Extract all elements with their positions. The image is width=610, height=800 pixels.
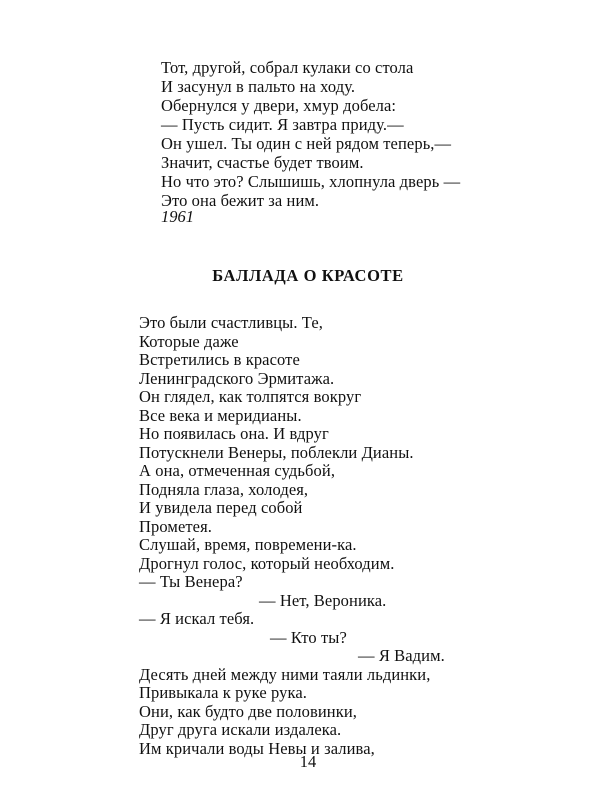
poem2-line-10: Подняла глаза, холодея, bbox=[139, 479, 309, 499]
poem2-line-6: Все века и меридианы. bbox=[139, 405, 302, 425]
poem1-line-7: Но что это? Слышишь, хлопнула дверь — bbox=[161, 172, 461, 191]
poem2-line-7: Но появилась она. И вдруг bbox=[139, 424, 329, 443]
poem2-line-18: — Кто ты? bbox=[270, 627, 347, 647]
poem2-line-14: Дрогнул голос, который необходим. bbox=[139, 553, 395, 573]
poem1-line-1: Тот, другой, собрал кулаки со стола bbox=[161, 58, 414, 77]
poem2-line-21: Привыкала к руке рука. bbox=[139, 683, 307, 702]
poem1-line-6: Значит, счастье будет твоим. bbox=[161, 153, 364, 172]
poem2-line-19: — Я Вадим. bbox=[358, 646, 445, 665]
poem2-line-22: Они, как будто две половинки, bbox=[139, 701, 358, 721]
poem1-line-4: — Пусть сидит. Я завтра приду.— bbox=[161, 115, 404, 134]
poem2-line-23: Друг друга искали издалека. bbox=[139, 720, 342, 739]
poem2-line-17: — Я искал тебя. bbox=[139, 609, 255, 628]
poem2-line-20: Десять дней между ними таяли льдинки, bbox=[139, 664, 431, 684]
poem2-line-8: Потускнели Венеры, поблекли Дианы. bbox=[139, 442, 414, 462]
poem2-line-2: Которые даже bbox=[139, 331, 239, 351]
poem2-line-24: Им кричали воды Невы и залива, bbox=[139, 738, 375, 758]
poem1-year: 1961 bbox=[161, 207, 194, 226]
poem1-line-3: Обернулся у двери, хмур добела: bbox=[161, 96, 397, 115]
poem2-line-12: Прометея. bbox=[139, 516, 213, 536]
page-number: 14 bbox=[299, 752, 317, 771]
poem2-line-15: — Ты Венера? bbox=[139, 572, 243, 591]
poem2-line-13: Слушай, время, повремени-ка. bbox=[139, 535, 357, 554]
poem1-line-2: И засунул в пальто на ходу. bbox=[161, 77, 356, 96]
poem2-line-5: Он глядел, как толпятся вокруг bbox=[139, 387, 362, 406]
poem1-line-5: Он ушел. Ты один с ней рядом теперь,— bbox=[161, 134, 452, 153]
poem2-line-4: Ленинградского Эрмитажа. bbox=[139, 368, 335, 388]
poem1-line-8: Это она бежит за ним. bbox=[161, 191, 320, 210]
poem-title: БАЛЛАДА О КРАСОТЕ bbox=[212, 266, 404, 285]
poem2-line-3: Встретились в красоте bbox=[139, 350, 300, 369]
poem2-line-11: И увидела перед собой bbox=[139, 498, 303, 517]
poem2-line-1: Это были счастливцы. Те, bbox=[139, 313, 323, 332]
poem2-line-9: А она, отмеченная судьбой, bbox=[139, 461, 336, 480]
poem2-line-16: — Нет, Вероника. bbox=[259, 590, 387, 610]
